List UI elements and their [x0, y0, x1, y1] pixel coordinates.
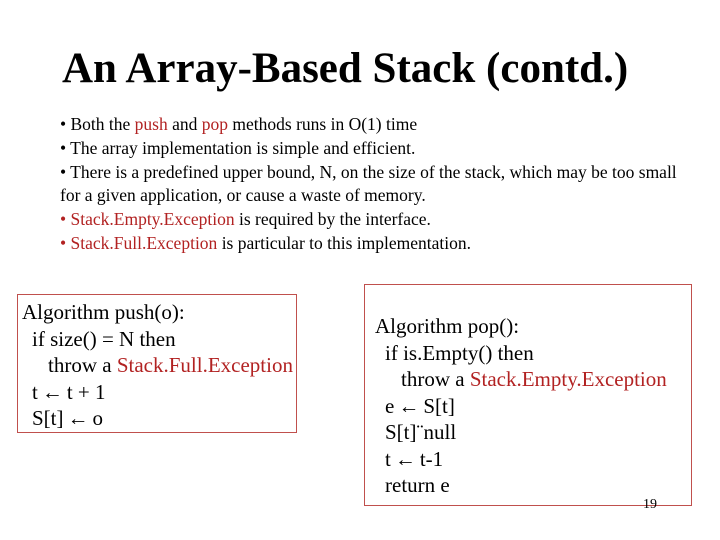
code-text: throw a: [401, 367, 470, 391]
bullet-text: • Both the: [60, 114, 135, 134]
bullet-text: is particular to this implementation.: [217, 232, 472, 253]
left-arrow-icon: ←: [398, 393, 420, 418]
pop-algorithm-box: [364, 284, 692, 506]
code-text: o: [92, 406, 103, 430]
code-line: [375, 393, 691, 420]
bullet-text: and: [167, 114, 202, 134]
code-text: e: [385, 393, 395, 418]
page-number: 19: [643, 497, 657, 512]
code-line: return e: [385, 473, 450, 497]
bullet-text: methods runs in O(1) time: [228, 114, 418, 134]
bullet-item: [60, 208, 700, 232]
bullet-item: • There is a predefined upper bound, N, on the size of the stack, which may be too small for a given application, or cause a waste of memory.: [60, 161, 677, 206]
left-arrow-icon: ←: [394, 446, 416, 471]
code-line: [375, 366, 691, 393]
code-line: [22, 352, 296, 379]
empty-exception-keyword: Stack.Empty.Exception: [469, 367, 667, 391]
bullet-item: [60, 232, 700, 256]
code-line: [22, 405, 296, 432]
code-line: [375, 446, 691, 473]
bullet-list: [60, 113, 700, 256]
code-text: throw a: [48, 353, 117, 377]
bullet-marker: •: [60, 232, 71, 253]
bullet-item: [60, 113, 700, 137]
pop-keyword: pop: [201, 114, 229, 134]
bullet-item: • The array implementation is simple and efficient.: [60, 137, 416, 158]
code-line: if is.Empty() then: [385, 340, 534, 365]
left-arrow-icon: ←: [67, 406, 89, 430]
code-line: Algorithm pop():: [375, 314, 520, 338]
full-exception-keyword: Stack.Full.Exception: [116, 353, 293, 377]
code-line: if size() = N then: [32, 326, 176, 351]
full-exception-keyword: Stack.Full.Exception: [70, 232, 218, 253]
bullet-marker: •: [60, 209, 71, 230]
bullet-text: is required by the interface.: [234, 209, 431, 230]
empty-exception-keyword: Stack.Empty.Exception: [70, 209, 235, 230]
left-arrow-icon: ←: [41, 379, 63, 404]
code-text: t + 1: [66, 379, 106, 404]
push-algorithm-box: [17, 294, 297, 433]
code-line: [22, 379, 296, 406]
push-keyword: push: [134, 114, 168, 134]
code-text: t-1: [419, 446, 444, 471]
code-line: S[t]¨null: [385, 420, 457, 444]
code-line: Algorithm push(o):: [22, 300, 185, 324]
slide-title: An Array-Based Stack (contd.): [62, 45, 629, 92]
code-text: S[t]: [32, 406, 64, 430]
code-text: t: [385, 446, 391, 471]
code-text: S[t]: [423, 393, 455, 418]
code-text: t: [32, 379, 38, 404]
